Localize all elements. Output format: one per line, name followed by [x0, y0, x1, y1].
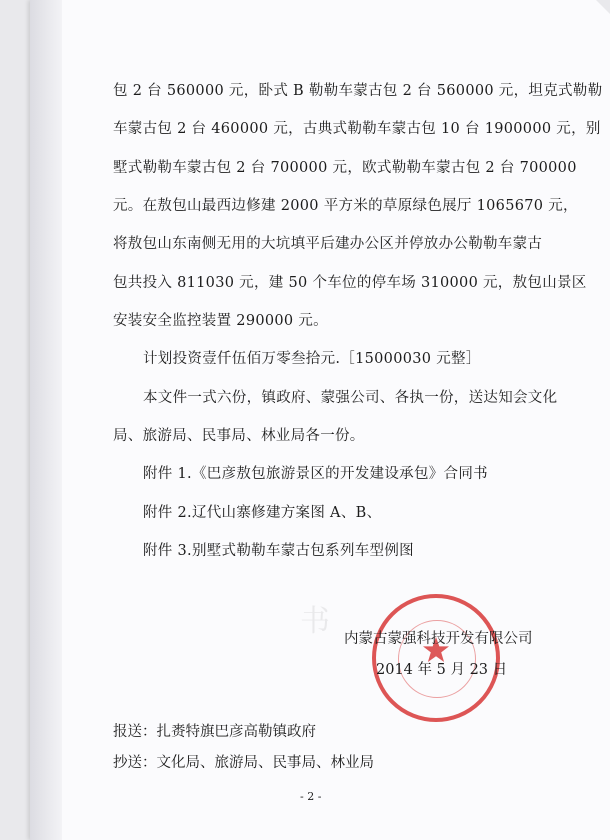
body-line: 局、旅游局、民事局、林业局各一份。: [113, 428, 365, 444]
page-number: - 2 -: [300, 790, 322, 803]
signing-date: 2014 年 5 月 23 日: [376, 662, 508, 678]
attachment-2: 附件 2.辽代山寨修建方案图 A、B、: [143, 505, 382, 521]
copy-to: 抄送：文化局、旅游局、民事局、林业局: [113, 755, 374, 771]
page-binding-shadow: [30, 0, 62, 840]
total-investment-line: 计划投资壹仟伍佰万零叁拾元.［15000030 元整］: [143, 351, 481, 367]
signing-company: 内蒙古蒙强科技开发有限公司: [344, 631, 533, 647]
report-to: 报送：扎赉特旗巴彦高勒镇政府: [113, 724, 316, 740]
body-line: 元。在敖包山最西边修建 2000 平方米的草原绿色展厅 1065670 元，: [113, 198, 578, 214]
body-line: 车蒙古包 2 台 460000 元，古典式勒勒车蒙古包 10 台 1900000 元，别: [113, 121, 601, 137]
attachment-3: 附件 3.别墅式勒勒车蒙古包系列车型例图: [143, 543, 414, 559]
page-corner: [596, 0, 610, 14]
body-line: 包共投入 811030 元，建 50 个车位的停车场 310000 元，敖包山景区: [113, 275, 587, 291]
body-line: 安装安全监控装置 290000 元。: [113, 313, 328, 329]
bleed-through-mark: 书: [300, 604, 330, 639]
attachment-1: 附件 1.《巴彦敖包旅游景区的开发建设承包》合同书: [143, 466, 488, 482]
body-line: 包 2 台 560000 元，卧式 B 勒勒车蒙古包 2 台 560000 元，坦克式勒勒: [113, 83, 603, 99]
body-line: 本文件一式六份，镇政府、蒙强公司、各执一份，送达知会文化: [143, 390, 558, 406]
body-line: 将敖包山东南侧无用的大坑填平后建办公区并停放办公勒勒车蒙古: [113, 236, 543, 252]
body-line: 墅式勒勒车蒙古包 2 台 700000 元，欧式勒勒车蒙古包 2 台 700000: [113, 160, 577, 176]
